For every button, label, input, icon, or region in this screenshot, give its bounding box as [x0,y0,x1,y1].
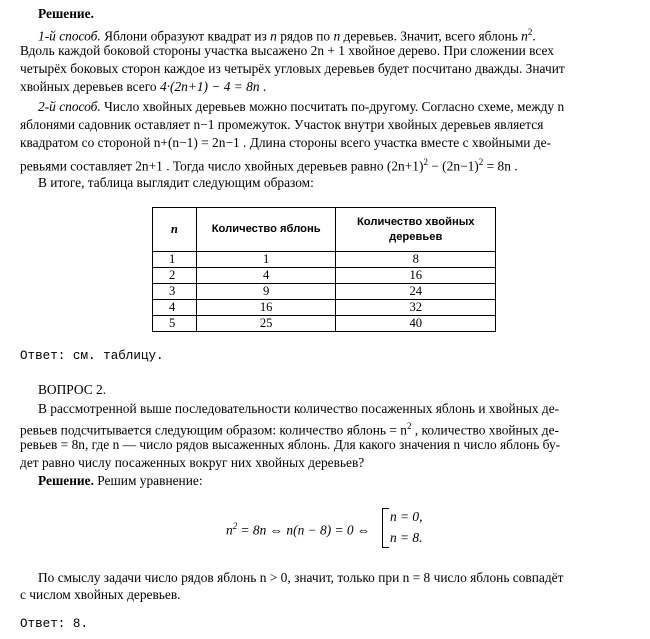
text-fragment: ревьев подсчитывается следующим образом: количество яблонь = n [20,422,407,438]
table-cell: 1 [153,252,197,268]
math-var: n [521,28,528,44]
math-exponent: 2 [423,157,428,167]
method1-line1 [38,25,536,43]
table-row [153,316,496,332]
math-exponent: 2 [527,27,533,37]
math-formula: = 8n ⇔ n(n − 8) = 0 ⇔ [237,522,371,538]
answer-2: Ответ: 8. [20,617,89,631]
method2-line3: квадратом со стороной n+(n−1) = 2n−1 . Длина стороны всего участка вместе с хвойными де- [20,135,552,150]
table-cell: 40 [336,316,496,332]
table-row [153,252,496,268]
table-cell: 1 [196,252,336,268]
method1-line4 [20,79,266,94]
table-cell: 9 [196,284,336,300]
text-fragment: хвойных деревьев всего [20,79,160,94]
table-header-n: n [153,208,197,252]
table-row [153,300,496,316]
table-cell: 4 [196,268,336,284]
table-cell: 4 [153,300,197,316]
table-cell: 5 [153,316,197,332]
text-fragment: Решим уравнение: [93,473,203,488]
table-row [153,284,496,300]
question2-line3: ревьев = 8n, где n — число рядов высаженных яблонь. Для какого значения n число яблонь бу- [20,437,561,452]
conclusion-line1: По смыслу задачи число рядов яблонь n > 0, значит, только при n = 8 число яблонь совпадёт [38,570,564,585]
method2-line1 [38,99,564,114]
conclusion-line2: с числом хвойных деревьев. [20,587,181,602]
method2-label: 2-й способ. [38,99,101,114]
math-var: n [333,28,341,44]
text-fragment: рядов по [276,28,334,44]
table-cell: 32 [336,300,496,316]
math-exponent: 2 [478,157,484,167]
method1-label: 1-й способ. [38,28,101,44]
table-intro: В итоге, таблица выглядит следующим образом: [38,175,314,190]
question2-line1: В рассмотренной выше последовательности количество посаженных яблонь и хвойных де- [38,401,560,416]
method1-line3: четырёх боковых сторон каждое из четырёх угловых деревьев будет посчитано дважды. Значит [20,61,565,76]
solution2-heading: Решение. [38,473,94,488]
text-fragment: ревьями составляет 2n+1 . Тогда число хвойных деревьев равно (2n+1) [20,158,424,174]
text-fragment: , количество хвойных де- [411,422,559,438]
table-cell: 25 [196,316,336,332]
table-cell: 16 [336,268,496,284]
text-fragment: Число хвойных деревьев можно посчитать по-другому. Согласно схеме, между n [100,99,565,114]
question2-line4: дет равно числу посаженных вокруг них хвойных деревьев? [20,455,365,470]
math-var: n [226,522,233,538]
table-cell: 3 [153,284,197,300]
question2-title: ВОПРОС 2. [38,382,107,397]
math-formula: 4·(2n+1) − 4 = 8n [159,79,260,94]
table-cell: 16 [196,300,336,316]
method2-line2: яблонями садовник оставляет n−1 промежуток. Участок внутри хвойных деревьев является [20,117,544,132]
text-fragment: . [259,79,267,94]
table-header-apples: Количество яблонь [196,208,336,252]
table-row [153,268,496,284]
question2-line2 [20,419,559,437]
text-fragment: деревьев. Значит, всего яблонь [340,28,522,44]
equation-case-1: n = 0, [390,509,423,524]
table-header-conifers: Количество хвойных деревьев [336,208,496,252]
answer-1: Ответ: см. таблицу. [20,349,164,363]
results-table [152,207,496,332]
text-fragment: Яблони образуют квадрат из [100,28,271,44]
math-exponent: 2 [406,421,412,431]
solution-heading: Решение. [38,6,94,21]
equation-case-2: n = 8. [390,530,423,545]
math-var: n [270,28,277,44]
text-fragment: = 8n . [483,158,518,174]
math-exponent: 2 [232,521,238,531]
method2-line4 [20,155,518,173]
system-bracket [382,508,389,548]
method1-line2: Вдоль каждой боковой стороны участка высажено 2n + 1 хвойное дерево. При сложении всех [20,43,554,58]
solution2-line [38,473,203,488]
table-cell: 2 [153,268,197,284]
text-fragment: . [532,28,536,44]
table-header-row [153,208,496,252]
text-fragment: − (2n−1) [427,158,479,174]
table-cell: 24 [336,284,496,300]
table-cell: 8 [336,252,496,268]
equation [226,519,370,537]
